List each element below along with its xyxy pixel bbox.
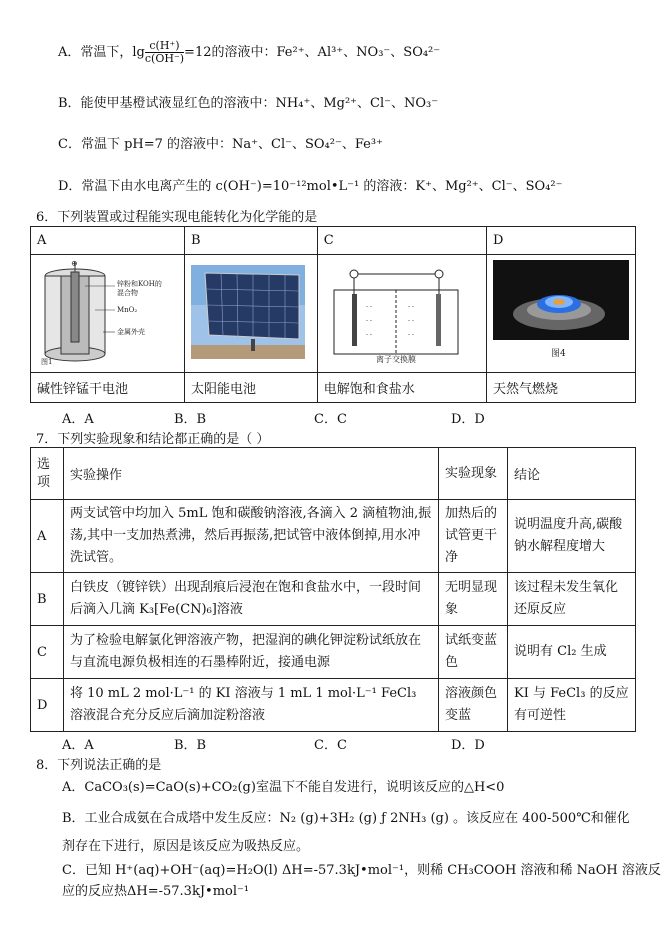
q7-row-c-phenomenon: 试纸变蓝色 (439, 626, 508, 679)
q6-header-d: D (487, 227, 636, 255)
q8-option-b-line1: B．工业合成氨在合成塔中发生反应：N₂ (g)+3H₂ (g) ƒ 2NH₃ (g) 。该反应在 400-500℃和催化 (62, 811, 630, 826)
fig-a-label-2: 混合物 (117, 288, 138, 297)
fig-a-label-5: 图1 (41, 357, 53, 366)
svg-text:- -: - - (365, 316, 372, 324)
q8-option-c-line1: C．已知 H⁺(aq)+OH⁻(aq)=H₂O(l) ΔH=-57.3kJ•mol⁻¹，则稀 CH₃COOH 溶液和稀 NaOH 溶液反 (62, 863, 661, 878)
q5-option-a-suffix: =12的溶液中：Fe²⁺、Al³⁺、NO₃⁻、SO₄²⁻ (184, 45, 441, 60)
table-row (31, 500, 636, 573)
q7-row-c-option: C (31, 626, 64, 679)
q7-stem: 7．下列实验现象和结论都正确的是（ ） (36, 432, 270, 447)
q7-header-phenomenon: 实验现象 (439, 448, 508, 500)
q6-caption-d: 天然气燃烧 (487, 373, 636, 403)
fig-d-label: 图4 (551, 348, 566, 359)
q7-row-c-conclusion: 说明有 Cl₂ 生成 (508, 626, 636, 679)
table-row (31, 679, 636, 732)
q7-row-b-conclusion: 该过程未发生氧化还原反应 (508, 573, 636, 626)
q7-row-a-option: A (31, 500, 64, 573)
q5-fraction-den: c(OH⁻) (144, 52, 185, 65)
svg-text:- -: - - (407, 302, 414, 310)
svg-text:- -: - - (365, 302, 372, 310)
q5-option-a (58, 40, 440, 65)
fig-a-label-3: MnO₂ (117, 305, 138, 314)
q6-answer-d: D．D (451, 412, 485, 427)
solar-panel-figure (191, 265, 305, 359)
q7-row-d-conclusion: KI 与 FeCl₃ 的反应有可逆性 (508, 679, 636, 732)
q7-row-b-option: B (31, 573, 64, 626)
q6-answer-a: A．A (62, 412, 94, 427)
q5-option-a-prefix: A．常温下，lg (58, 45, 145, 60)
q8-option-b-line2: 剂存在下进行，原因是该反应为吸热反应。 (62, 839, 310, 854)
gas-burner-figure (493, 260, 629, 364)
q6-table (30, 226, 636, 403)
q7-answer-d: D．D (451, 738, 485, 753)
q7-header-conclusion: 结论 (508, 448, 636, 500)
q6-figure-d-cell (487, 255, 636, 373)
q5-option-c: C．常温下 pH=7 的溶液中：Na⁺、Cl⁻、SO₄²⁻、Fe³⁺ (58, 137, 383, 152)
q6-answer-c: C．C (314, 412, 347, 427)
q6-header-c: C (317, 227, 486, 255)
q8-option-c-line2: 应的反应热ΔH=-57.3kJ•mol⁻¹ (62, 884, 250, 899)
q8-option-a: A．CaCO₃(s)=CaO(s)+CO₂(g)室温下不能自发进行，说明该反应的△H<0 (62, 780, 505, 795)
q6-caption-a: 碱性锌锰干电池 (31, 373, 185, 403)
svg-text:- -: - - (365, 330, 372, 338)
fig-a-label-1: 锌粉和KOH的 (117, 279, 162, 288)
q7-row-b-phenomenon: 无明显现象 (439, 573, 508, 626)
table-row (31, 626, 636, 679)
q7-row-a-operation: 两支试管中均加入 5mL 饱和碳酸钠溶液,各滴入 2 滴植物油,振荡,其中一支加热煮沸，然后再振荡,把试管中液体倒掉,用水冲洗试管。 (64, 500, 439, 573)
q7-header-operation: 实验操作 (64, 448, 439, 500)
svg-text:- -: - - (407, 330, 414, 338)
electrolysis-figure (324, 260, 474, 364)
fig-c-label: 离子交换膜 (375, 354, 416, 364)
q5-fraction-num: c(H⁺) (145, 40, 184, 53)
q5-option-d: D．常温下由水电离产生的 c(OH⁻)=10⁻¹²mol•L⁻¹ 的溶液：K⁺、Mg²⁺、Cl⁻、SO₄²⁻ (58, 179, 563, 194)
q7-header-option: 选项 (31, 448, 64, 500)
q6-figure-a-cell (31, 255, 185, 373)
q6-header-b: B (185, 227, 318, 255)
q7-row-d-operation: 将 10 mL 2 mol·L⁻¹ 的 KI 溶液与 1 mL 1 mol·L⁻¹ FeCl₃ 溶液混合充分反应后滴加淀粉溶液 (64, 679, 439, 732)
q7-row-d-phenomenon: 溶液颜色变蓝 (439, 679, 508, 732)
q7-row-a-conclusion: 说明温度升高,碳酸钠水解程度增大 (508, 500, 636, 573)
q7-row-d-option: D (31, 679, 64, 732)
dry-cell-figure (37, 258, 177, 366)
q7-row-a-phenomenon: 加热后的试管更干净 (439, 500, 508, 573)
svg-text:- -: - - (407, 316, 414, 324)
q5-option-b: B．能使甲基橙试液显红色的溶液中：NH₄⁺、Mg²⁺、Cl⁻、NO₃⁻ (58, 96, 439, 111)
q7-row-c-operation: 为了检验电解氯化钾溶液产物，把湿润的碘化钾淀粉试纸放在与直流电源负极相连的石墨棒附近，接通电源 (64, 626, 439, 679)
fig-a-label-4: 金属外壳 (117, 327, 145, 336)
q6-stem: 6．下列装置或过程能实现电能转化为化学能的是 (36, 210, 318, 225)
q5-fraction (145, 40, 184, 65)
q6-figure-c-cell (317, 255, 486, 373)
q6-answer-b: B．B (174, 412, 207, 427)
q6-caption-b: 太阳能电池 (185, 373, 318, 403)
q6-figure-b-cell (185, 255, 318, 373)
q7-answer-b: B．B (174, 738, 207, 753)
table-row (31, 573, 636, 626)
q7-table (30, 447, 636, 732)
q7-row-b-operation: 白铁皮（镀锌铁）出现刮痕后浸泡在饱和食盐水中，一段时间后滴入几滴 K₃[Fe(CN)₆]溶液 (64, 573, 439, 626)
q7-answer-c: C．C (314, 738, 347, 753)
q8-stem: 8．下列说法正确的是 (36, 758, 162, 773)
svg-text:⊕: ⊕ (71, 258, 78, 268)
q6-caption-c: 电解饱和食盐水 (317, 373, 486, 403)
q7-answer-a: A．A (62, 738, 94, 753)
q6-header-a: A (31, 227, 185, 255)
